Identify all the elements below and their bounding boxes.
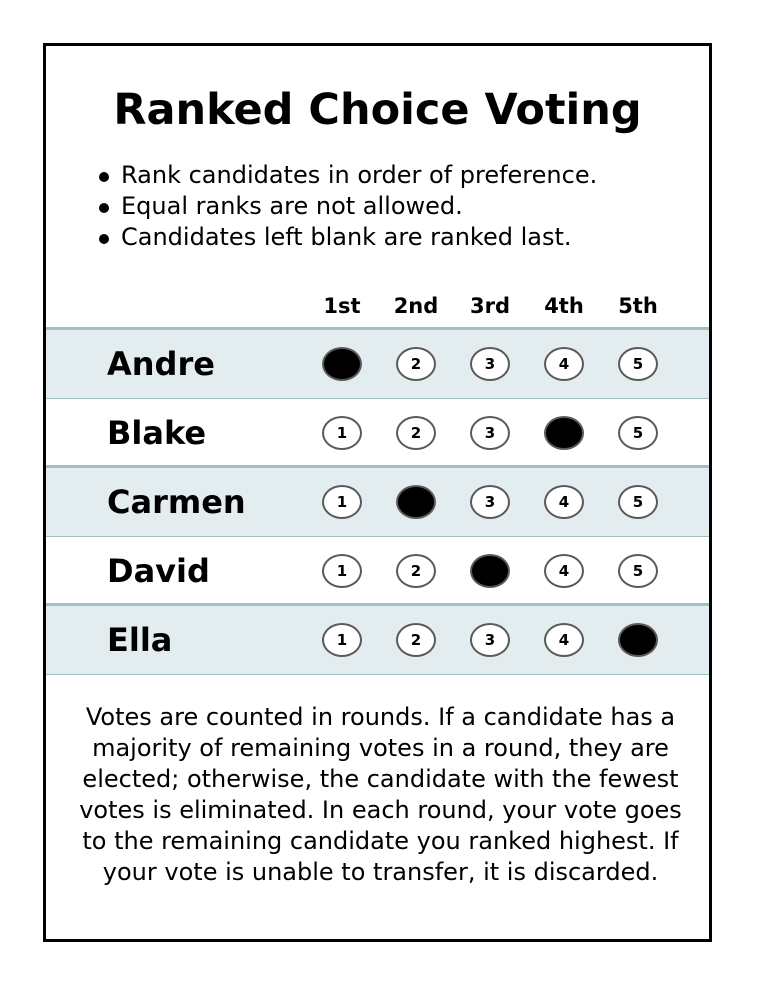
rank-header-2nd: 2nd [393,294,439,318]
ballot [43,43,712,942]
rank-bubble-3-filled[interactable] [470,554,510,588]
instruction-item: Rank candidates in order of preference. [98,160,597,191]
rank-bubble-3[interactable]: 3 [470,485,510,519]
candidate-row-blake [46,399,709,467]
rank-bubble-4[interactable]: 4 [544,623,584,657]
rank-bubble-1[interactable]: 1 [322,416,362,450]
rank-bubble-5[interactable]: 5 [618,416,658,450]
rank-bubble-3[interactable]: 3 [470,623,510,657]
candidate-row-david [46,537,709,605]
rank-header-4th: 4th [544,294,584,318]
rank-bubble-2[interactable]: 2 [396,623,436,657]
rank-bubble-4[interactable]: 4 [544,485,584,519]
rank-bubble-3[interactable]: 3 [470,347,510,381]
candidate-name: Blake [107,414,207,452]
instruction-item: Equal ranks are not allowed. [98,191,597,222]
rank-header-3rd: 3rd [469,294,510,318]
rank-bubble-2[interactable]: 2 [396,416,436,450]
rank-bubble-5[interactable]: 5 [618,347,658,381]
candidate-name: David [107,552,210,590]
rank-bubble-5[interactable]: 5 [618,554,658,588]
candidate-name: Ella [107,621,173,659]
candidate-row-andre [46,330,709,398]
candidate-name: Carmen [107,483,246,521]
candidate-name: Andre [107,345,215,383]
rank-bubble-1[interactable]: 1 [322,623,362,657]
rank-bubble-4-filled[interactable] [544,416,584,450]
rank-bubble-5[interactable]: 5 [618,485,658,519]
rank-bubble-2[interactable]: 2 [396,347,436,381]
rank-header-5th: 5th [618,294,658,318]
rank-bubble-1[interactable]: 1 [322,485,362,519]
rank-bubble-5-filled[interactable] [618,623,658,657]
instructions-list [98,160,597,253]
instruction-item: Candidates left blank are ranked last. [98,222,597,253]
rank-bubble-1-filled[interactable] [322,347,362,381]
ballot-title: Ranked Choice Voting [113,85,642,135]
rank-bubble-4[interactable]: 4 [544,347,584,381]
rank-bubble-1[interactable]: 1 [322,554,362,588]
rank-bubble-3[interactable]: 3 [470,416,510,450]
rank-bubble-2-filled[interactable] [396,485,436,519]
candidate-row-carmen [46,468,709,536]
rank-bubble-4[interactable]: 4 [544,554,584,588]
candidate-row-ella [46,606,709,674]
rank-bubble-2[interactable]: 2 [396,554,436,588]
counting-explanation: Votes are counted in rounds. If a candidate has a majority of remaining votes in a round, they are elected; otherwise, the candidate with the fewest votes is eliminated. In each round, your vote goes to the remaining candidate you ranked highest. If your vote is unable to transfer, it is discarded. [79,703,682,886]
rank-header-1st: 1st [323,294,361,318]
